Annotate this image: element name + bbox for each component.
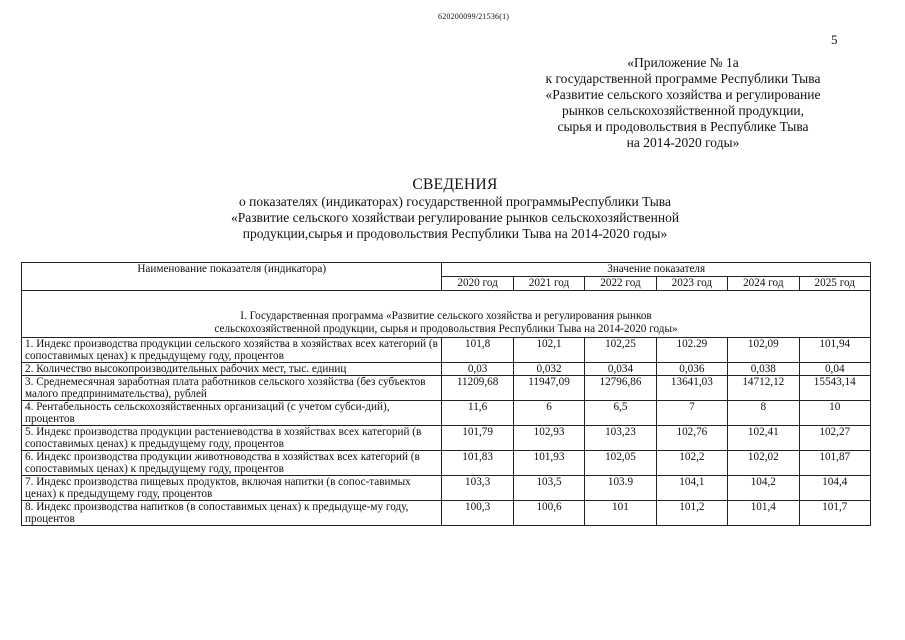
indicator-name: 7. Индекс производства пищевых продуктов, включая напитки (в сопос-тавимых ценах) к предыдущему году, процентов	[22, 476, 442, 501]
indicator-value: 103,23	[585, 426, 656, 451]
indicator-value: 6	[513, 401, 584, 426]
indicator-name: 4. Рентабельность сельскохозяйственных организаций (с учетом субси-дий), процентов	[22, 401, 442, 426]
title-heading: СВЕДЕНИЯ	[412, 176, 498, 193]
title-line: «Развитие сельского хозяйстваи регулирование рынков сельскохозяйственной	[230, 210, 680, 225]
section-line: I. Государственная программа «Развитие сельского хозяйства и регулирования рынков	[240, 310, 652, 322]
table-row	[22, 476, 871, 501]
indicator-name: 5. Индекс производства продукции растениеводства в хозяйствах всех категорий (в сопоставимых ценах) к предыдущему году, процентов	[22, 426, 442, 451]
indicator-value: 11209,68	[442, 376, 513, 401]
title-line: продукции,сырья и продовольствия Республики Тыва на 2014-2020 годы»	[242, 226, 668, 241]
document-id: 620200099/21536(1)	[438, 12, 510, 21]
indicator-value: 102,93	[513, 426, 584, 451]
indicator-name: 3. Среднемесячная заработная плата работников сельского хозяйства (без субъектов малого предпринимательства), рублей	[22, 376, 442, 401]
indicator-value: 102,25	[585, 338, 656, 363]
indicator-name: 2. Количество высокопроизводительных рабочих мест, тыс. единиц	[22, 363, 442, 376]
appendix-line: рынков сельскохозяйственной продукции,	[561, 103, 805, 118]
indicator-value: 101,79	[442, 426, 513, 451]
indicator-value: 10	[799, 401, 871, 426]
section-row	[22, 291, 871, 338]
year-header: 2022 год	[585, 277, 656, 291]
section-title	[22, 291, 871, 338]
indicator-name: 6. Индекс производства продукции животноводства в хозяйствах всех категорий (в сопоставимых ценах) к предыдущему году, процентов	[22, 451, 442, 476]
indicator-value: 11947,09	[513, 376, 584, 401]
indicator-value: 102,09	[728, 338, 799, 363]
indicator-value: 101,93	[513, 451, 584, 476]
year-header: 2023 год	[656, 277, 727, 291]
indicator-value: 102.29	[656, 338, 727, 363]
table-row	[22, 501, 871, 526]
indicators-table	[21, 262, 871, 526]
indicator-name-header: Наименование показателя (индикатора)	[22, 263, 442, 291]
indicator-value: 13641,03	[656, 376, 727, 401]
indicator-value: 14712,12	[728, 376, 799, 401]
indicator-value: 102,2	[656, 451, 727, 476]
indicator-value: 101,94	[799, 338, 871, 363]
indicator-value: 100,6	[513, 501, 584, 526]
year-header: 2025 год	[799, 277, 871, 291]
indicator-value: 11,6	[442, 401, 513, 426]
indicator-value: 101	[585, 501, 656, 526]
year-header: 2020 год	[442, 277, 513, 291]
indicator-value: 103,3	[442, 476, 513, 501]
indicator-value: 101,7	[799, 501, 871, 526]
table-row	[22, 426, 871, 451]
indicator-value: 100,3	[442, 501, 513, 526]
appendix-line: к государственной программе Республики Тыва	[545, 71, 821, 86]
indicator-value: 104,2	[728, 476, 799, 501]
indicator-value: 104,1	[656, 476, 727, 501]
indicator-value: 101,4	[728, 501, 799, 526]
indicator-value: 101,2	[656, 501, 727, 526]
indicator-value: 0,03	[442, 363, 513, 376]
indicator-value: 8	[728, 401, 799, 426]
document-title	[150, 176, 760, 242]
year-header: 2021 год	[513, 277, 584, 291]
indicator-value: 7	[656, 401, 727, 426]
value-header: Значение показателя	[442, 263, 871, 277]
table-header-row	[22, 263, 871, 277]
indicator-value: 103,5	[513, 476, 584, 501]
table-row	[22, 363, 871, 376]
indicator-name: 8. Индекс производства напитков (в сопоставимых ценах) к предыдуще-му году, процентов	[22, 501, 442, 526]
indicator-value: 15543,14	[799, 376, 871, 401]
table-row	[22, 338, 871, 363]
table-row	[22, 451, 871, 476]
indicator-value: 102,02	[728, 451, 799, 476]
indicator-value: 0,038	[728, 363, 799, 376]
section-line: сельскохозяйственной продукции, сырья и продовольствия Республики Тыва на 2014-2020 годы»	[214, 323, 678, 335]
appendix-line: «Приложение № 1а	[627, 55, 739, 70]
appendix-line: на 2014-2020 годы»	[626, 135, 740, 150]
page-number: 5	[831, 32, 838, 47]
year-header: 2024 год	[728, 277, 799, 291]
indicator-value: 101,8	[442, 338, 513, 363]
indicator-value: 103.9	[585, 476, 656, 501]
indicator-value: 104,4	[799, 476, 871, 501]
indicator-value: 6,5	[585, 401, 656, 426]
indicator-value: 0,034	[585, 363, 656, 376]
table-row	[22, 376, 871, 401]
indicator-value: 102,05	[585, 451, 656, 476]
indicator-value: 102,1	[513, 338, 584, 363]
appendix-line: сырья и продовольствия в Республике Тыва	[557, 119, 809, 134]
indicator-value: 0,04	[799, 363, 871, 376]
indicator-value: 102,41	[728, 426, 799, 451]
indicator-value: 101,87	[799, 451, 871, 476]
title-line: о показателях (индикаторах) государственной программыРеспублики Тыва	[239, 194, 671, 209]
appendix-line: «Развитие сельского хозяйства и регулирование	[545, 87, 821, 102]
appendix-header	[520, 55, 846, 151]
indicator-value: 12796,86	[585, 376, 656, 401]
table-row	[22, 401, 871, 426]
indicator-value: 0,036	[656, 363, 727, 376]
indicator-name: 1. Индекс производства продукции сельского хозяйства в хозяйствах всех категорий (в сопоставимых ценах) к предыдущему году, процентов	[22, 338, 442, 363]
indicator-value: 101,83	[442, 451, 513, 476]
indicator-value: 102,76	[656, 426, 727, 451]
indicator-value: 102,27	[799, 426, 871, 451]
indicator-value: 0,032	[513, 363, 584, 376]
